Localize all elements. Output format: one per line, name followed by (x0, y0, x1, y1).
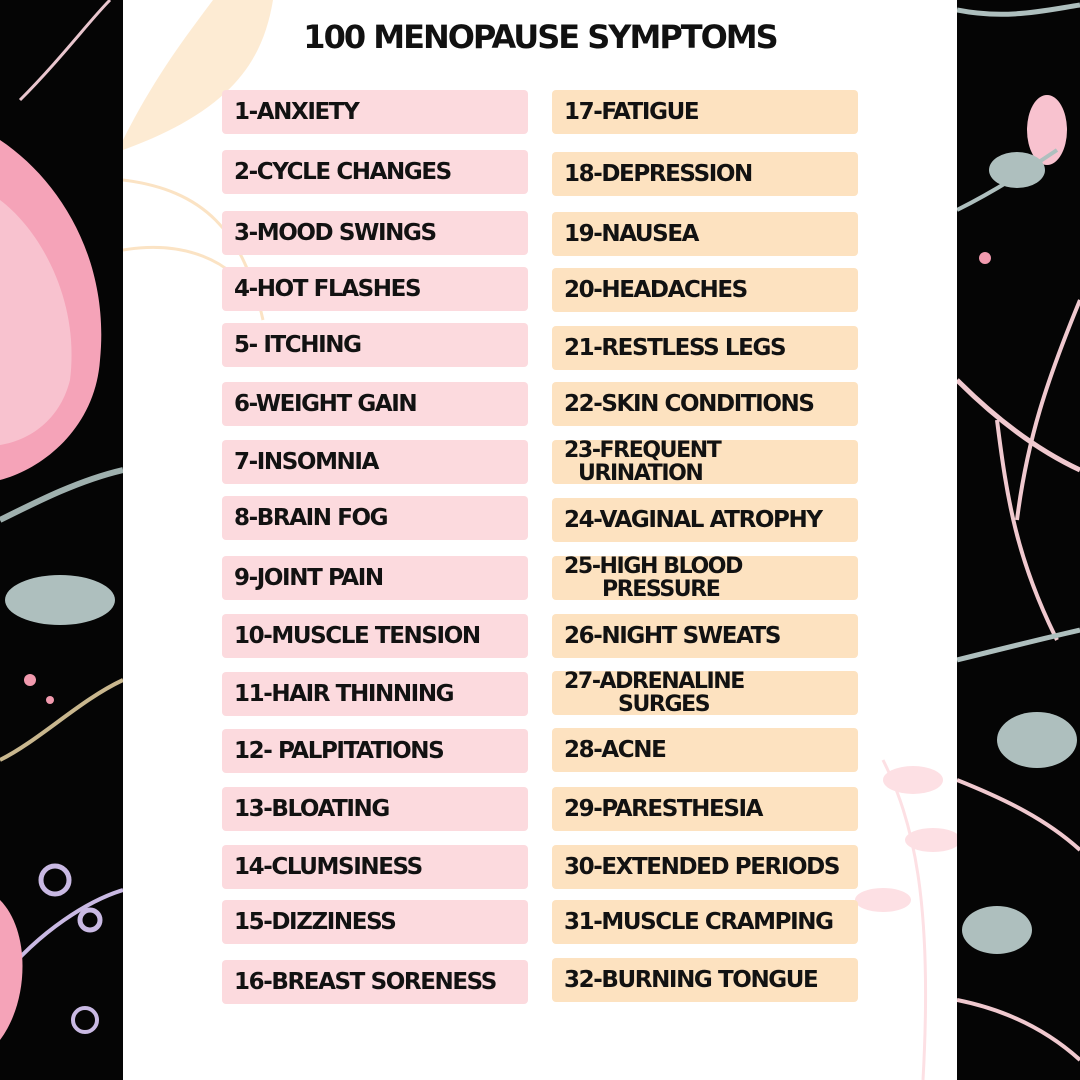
symptom-chip (222, 211, 528, 255)
symptom-chip (222, 323, 528, 367)
symptom-label: 12- PALPITATIONS (234, 738, 444, 764)
symptom-label: 2-CYCLE CHANGES (234, 159, 451, 185)
symptom-label: 4-HOT FLASHES (234, 276, 421, 302)
symptom-chip (552, 326, 858, 370)
left-floral-border (0, 0, 123, 1080)
symptom-label: 1-ANXIETY (234, 99, 359, 125)
symptom-chip (552, 556, 858, 600)
symptom-label: 7-INSOMNIA (234, 449, 378, 475)
symptom-label: 31-MUSCLE CRAMPING (564, 909, 833, 935)
symptom-chip (552, 671, 858, 715)
symptom-chip (222, 900, 528, 944)
symptom-label: 27-ADRENALINE (564, 671, 744, 694)
symptom-chip (552, 90, 858, 134)
symptom-label: 5- ITCHING (234, 332, 361, 358)
symptom-chip (222, 90, 528, 134)
symptom-chip (552, 152, 858, 196)
symptom-chip (552, 440, 858, 484)
symptom-label: 24-VAGINAL ATROPHY (564, 507, 822, 533)
symptom-chip (552, 268, 858, 312)
symptom-label: 17-FATIGUE (564, 99, 699, 125)
symptom-label-continued: PRESSURE (602, 577, 720, 600)
symptom-label: 3-MOOD SWINGS (234, 220, 436, 246)
symptom-label: 13-BLOATING (234, 796, 389, 822)
symptom-label-continued: URINATION (578, 461, 703, 484)
symptom-chip (552, 787, 858, 831)
symptom-label: 28-ACNE (564, 737, 666, 763)
symptom-label: 25-HIGH BLOOD (564, 556, 742, 579)
floral-illustration-right (957, 0, 1080, 1080)
symptom-chip (552, 845, 858, 889)
symptom-chip (222, 440, 528, 484)
symptom-label: 18-DEPRESSION (564, 161, 752, 187)
symptom-label: 9-JOINT PAIN (234, 565, 383, 591)
symptom-chip (552, 728, 858, 772)
symptom-label: 29-PARESTHESIA (564, 796, 763, 822)
symptom-label: 32-BURNING TONGUE (564, 967, 818, 993)
symptom-label: 20-HEADACHES (564, 277, 747, 303)
symptom-chip (222, 496, 528, 540)
symptom-label: 23-FREQUENT (564, 440, 721, 463)
symptom-label: 19-NAUSEA (564, 221, 699, 247)
symptom-label: 15-DIZZINESS (234, 909, 396, 935)
symptom-chip (222, 614, 528, 658)
symptom-label: 16-BREAST SORENESS (234, 969, 496, 995)
symptom-chip (222, 960, 528, 1004)
symptom-chip (222, 787, 528, 831)
symptom-label-continued: SURGES (618, 692, 710, 715)
floral-illustration-left (0, 0, 123, 1080)
symptom-label: 8-BRAIN FOG (234, 505, 388, 531)
symptom-label: 14-CLUMSINESS (234, 854, 422, 880)
symptom-chip (552, 900, 858, 944)
right-floral-border (957, 0, 1080, 1080)
symptom-label: 26-NIGHT SWEATS (564, 623, 781, 649)
symptom-label: 11-HAIR THINNING (234, 681, 454, 707)
symptom-chip (222, 729, 528, 773)
symptom-chip (222, 267, 528, 311)
symptom-chip (552, 614, 858, 658)
symptom-chip (552, 382, 858, 426)
symptom-chip (222, 150, 528, 194)
symptom-label: 30-EXTENDED PERIODS (564, 854, 839, 880)
symptom-chip (222, 845, 528, 889)
symptom-label: 22-SKIN CONDITIONS (564, 391, 814, 417)
symptom-label: 21-RESTLESS LEGS (564, 335, 786, 361)
page-title: 100 MENOPAUSE SYMPTOMS (303, 18, 777, 56)
symptom-chip (552, 498, 858, 542)
symptom-label: 10-MUSCLE TENSION (234, 623, 480, 649)
symptom-chip (552, 212, 858, 256)
symptom-chip (222, 382, 528, 426)
symptom-chip (222, 556, 528, 600)
symptom-label: 6-WEIGHT GAIN (234, 391, 417, 417)
symptom-chip (222, 672, 528, 716)
symptom-chip (552, 958, 858, 1002)
